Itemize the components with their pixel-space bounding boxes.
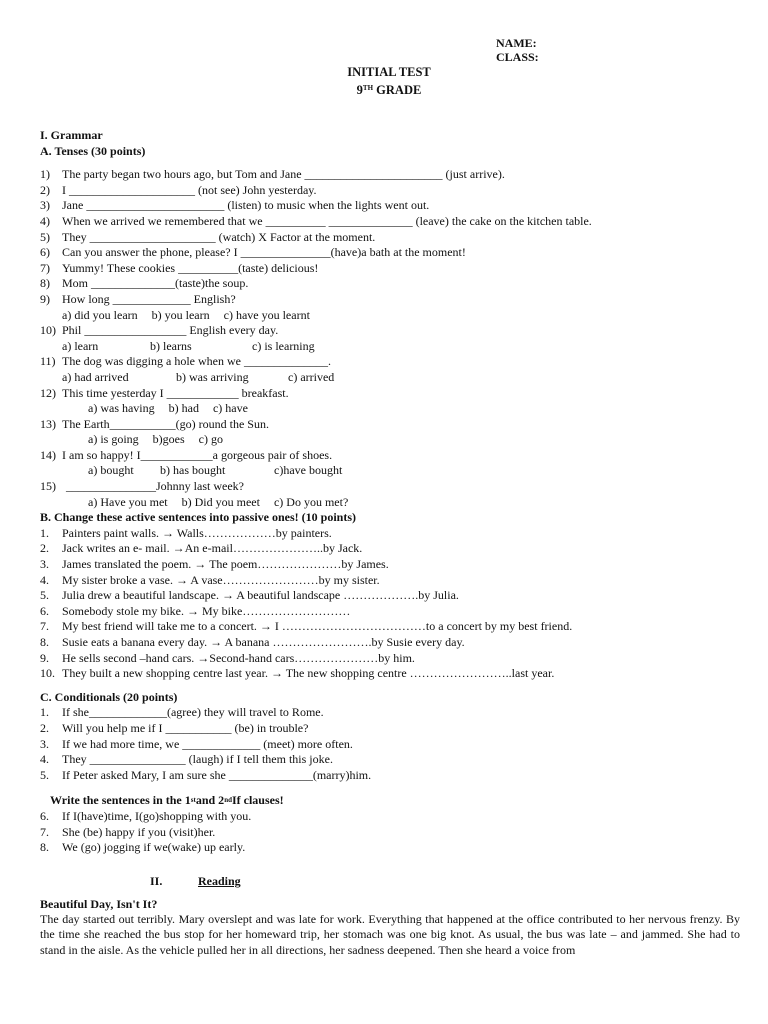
item-number: 8. [40, 840, 49, 855]
option: c) have you learnt [223, 307, 310, 322]
item-number: 5) [40, 229, 50, 244]
tense-question [40, 261, 740, 277]
item-text: How long _____________ English? [62, 291, 236, 306]
option: a) had arrived [62, 369, 129, 384]
item-number: 4. [40, 572, 49, 587]
option: c) go [198, 432, 223, 447]
question-14: 14) I am so happy! I____________a gorgeous pair of shoes. [40, 447, 333, 462]
tense-question [40, 245, 740, 261]
item-text: I _____________________ (not see) John yesterday. [62, 182, 317, 197]
item-text: Yummy! These cookies __________(taste) delicious! [62, 260, 319, 275]
conditional-question [40, 721, 740, 737]
item-number: 9. [40, 650, 49, 665]
item-number: 3. [40, 736, 49, 751]
item-text: Will you help me if I ___________ (be) in trouble? [62, 720, 309, 735]
option: c) Do you met? [273, 494, 349, 509]
tense-question [40, 276, 740, 292]
q9-options [40, 308, 740, 324]
test-title-block [0, 64, 768, 98]
item-number: 6. [40, 603, 49, 618]
item-number: 3) [40, 198, 50, 213]
item-text: If we had more time, we _____________ (meet) more often. [62, 736, 353, 751]
conditional-question [40, 705, 740, 721]
item-number: 2. [40, 541, 49, 556]
tense-question [40, 292, 740, 308]
question-12: 12) This time yesterday I ____________ breakfast. [40, 385, 289, 400]
passive-question [40, 635, 740, 651]
tense-question [40, 167, 740, 183]
passive-question [40, 588, 740, 604]
item-number: 4) [40, 213, 50, 228]
story-title: Beautiful Day, Isn't It? [40, 896, 158, 911]
item-text: She (be) happy if you (visit)her. [62, 824, 216, 839]
conditionals-list [40, 705, 740, 783]
item-number: 1. [40, 705, 49, 720]
tense-question [40, 230, 740, 246]
passive-question [40, 619, 740, 635]
option: c) is learning [252, 338, 315, 353]
conditional-question [40, 768, 740, 784]
if-clauses-heading: Write the sentences in the 1 st and 2 nd If clauses! [50, 793, 284, 808]
item-number: 5. [40, 588, 49, 603]
item-text: James translated the poem. → The poem…………………by James. [62, 557, 389, 572]
tense-question [40, 183, 740, 199]
item-number: 2) [40, 182, 50, 197]
passive-question [40, 541, 740, 557]
test-content [40, 128, 740, 959]
option: b) had [168, 401, 199, 416]
tense-question [40, 198, 740, 214]
story-text: The day started out terribly. Mary overslept and was late for work. Everything that happened at the office contributed to her nervous frenzy. By the time she reached the bus stop for her homeward trip, her stomach was one big knot. As usual, the bus was late – and jammed. She had to stand in the aisle. As the vehicle pulled her in all directions, her sadness deepened. Then she heard a voice from [40, 911, 740, 957]
option: b) learns [150, 338, 192, 353]
passive-question [40, 651, 740, 667]
item-text: The party began two hours ago, but Tom and Jane _______________________ (just arrive). [62, 167, 505, 182]
item-text: Mom ______________(taste)the soup. [62, 276, 249, 291]
class-label: CLASS: [496, 50, 539, 64]
item-number: 8. [40, 635, 49, 649]
passive-heading: B. Change these active sentences into passive ones! (10 points) [40, 510, 356, 525]
item-text: We (go) jogging if we(wake) up early. [62, 840, 246, 855]
item-text: Can you answer the phone, please? I _______________(have)a bath at the moment! [62, 245, 466, 260]
item-number: 3. [40, 557, 49, 572]
conditional-question [40, 752, 740, 768]
item-text: Painters paint walls. → Walls………………by painters. [62, 525, 332, 540]
item-text: If Peter asked Mary, I am sure she ______________(marry)him. [62, 767, 372, 782]
item-text: My sister broke a vase. → A vase……………………by my sister. [62, 572, 380, 587]
tenses-list [40, 167, 740, 307]
passive-question [40, 604, 740, 620]
item-number: 8) [40, 276, 50, 291]
q12-options [40, 401, 740, 417]
option: a) Have you met [88, 494, 168, 509]
grammar-heading: I. Grammar [40, 128, 103, 142]
item-number: 9) [40, 291, 50, 306]
item-number: 6. [40, 808, 49, 823]
question-15: 15) _______________Johnny last week? [40, 479, 244, 494]
if-clause-question [40, 809, 740, 825]
item-number: 7. [40, 824, 49, 839]
item-text: Susie eats a banana every day. → A banana …………………….by Susie every day. [62, 635, 465, 649]
option: b) Did you meet [181, 494, 260, 509]
item-text: He sells second –hand cars. →Second-hand cars…………………by him. [62, 650, 415, 665]
option: b) has bought [160, 463, 226, 478]
if-clause-question [40, 840, 740, 856]
passive-question [40, 526, 740, 542]
option: a) was having [88, 401, 155, 416]
option: a) did you learn [62, 307, 138, 322]
passive-question [40, 666, 740, 682]
item-number: 4. [40, 752, 49, 767]
item-text: Jack writes an e- mail. →An e-mail…………………..by Jack. [62, 541, 363, 556]
tenses-heading: A. Tenses (30 points) [40, 143, 146, 158]
passive-question [40, 573, 740, 589]
item-text: If she_____________(agree) they will travel to Rome. [62, 705, 324, 720]
name-label: NAME: [496, 36, 537, 50]
item-text: My best friend will take me to a concert. → I ………………………………to a concert by my best friend. [62, 619, 573, 634]
q14-options [40, 463, 740, 479]
grade-title: 9TH GRADE [356, 83, 422, 97]
passive-question [40, 557, 740, 573]
item-number: 1) [40, 167, 50, 182]
conditional-question [40, 737, 740, 753]
item-text: When we arrived we remembered that we __________ ______________ (leave) the cake on the kitchen table. [62, 213, 592, 228]
item-number: 6) [40, 245, 50, 260]
conditionals-heading: C. Conditionals (20 points) [40, 689, 178, 704]
item-number: 5. [40, 767, 49, 782]
item-text: They _____________________ (watch) X Factor at the moment. [62, 229, 376, 244]
student-info [496, 36, 539, 64]
q11-options [40, 370, 740, 386]
item-text: Somebody stole my bike. → My bike……………………… [62, 603, 351, 618]
option: a) learn [62, 338, 99, 353]
option: b) was arriving [176, 369, 249, 384]
option: c) arrived [288, 369, 335, 384]
if-clauses-list [40, 809, 740, 856]
option: c) have [212, 401, 248, 416]
item-number: 1. [40, 525, 49, 540]
question-13: 13) The Earth___________(go) round the Sun. [40, 416, 269, 431]
test-title: INITIAL TEST [347, 65, 431, 79]
item-text: Jane _______________________ (listen) to music when the lights went out. [62, 198, 430, 213]
option: b) you learn [151, 307, 210, 322]
item-number: 10. [40, 666, 55, 681]
option: a) bought [88, 463, 134, 478]
item-text: They built a new shopping centre last year. → The new shopping centre ……………………..last year. [62, 666, 555, 681]
item-number: 7. [40, 619, 49, 634]
option: b)goes [152, 432, 185, 447]
q10-options [40, 339, 740, 355]
reading-heading: II. Reading [150, 873, 241, 888]
option: c)have bought [274, 463, 343, 478]
tense-question [40, 214, 740, 230]
option: a) is going [88, 432, 139, 447]
q13-options [40, 432, 740, 448]
item-text: If I(have)time, I(go)shopping with you. [62, 808, 252, 823]
item-number: 7) [40, 260, 50, 275]
q15-options [40, 495, 740, 511]
if-clause-question [40, 825, 740, 841]
item-text: Julia drew a beautiful landscape. → A beautiful landscape ……………….by Julia. [62, 588, 459, 603]
question-11: 11) The dog was digging a hole when we ______________. [40, 354, 331, 369]
passive-list [40, 526, 740, 682]
item-number: 2. [40, 720, 49, 735]
item-text: They ________________ (laugh) if I tell them this joke. [62, 752, 333, 767]
question-10: 10) Phil _________________ English every day. [40, 323, 279, 338]
